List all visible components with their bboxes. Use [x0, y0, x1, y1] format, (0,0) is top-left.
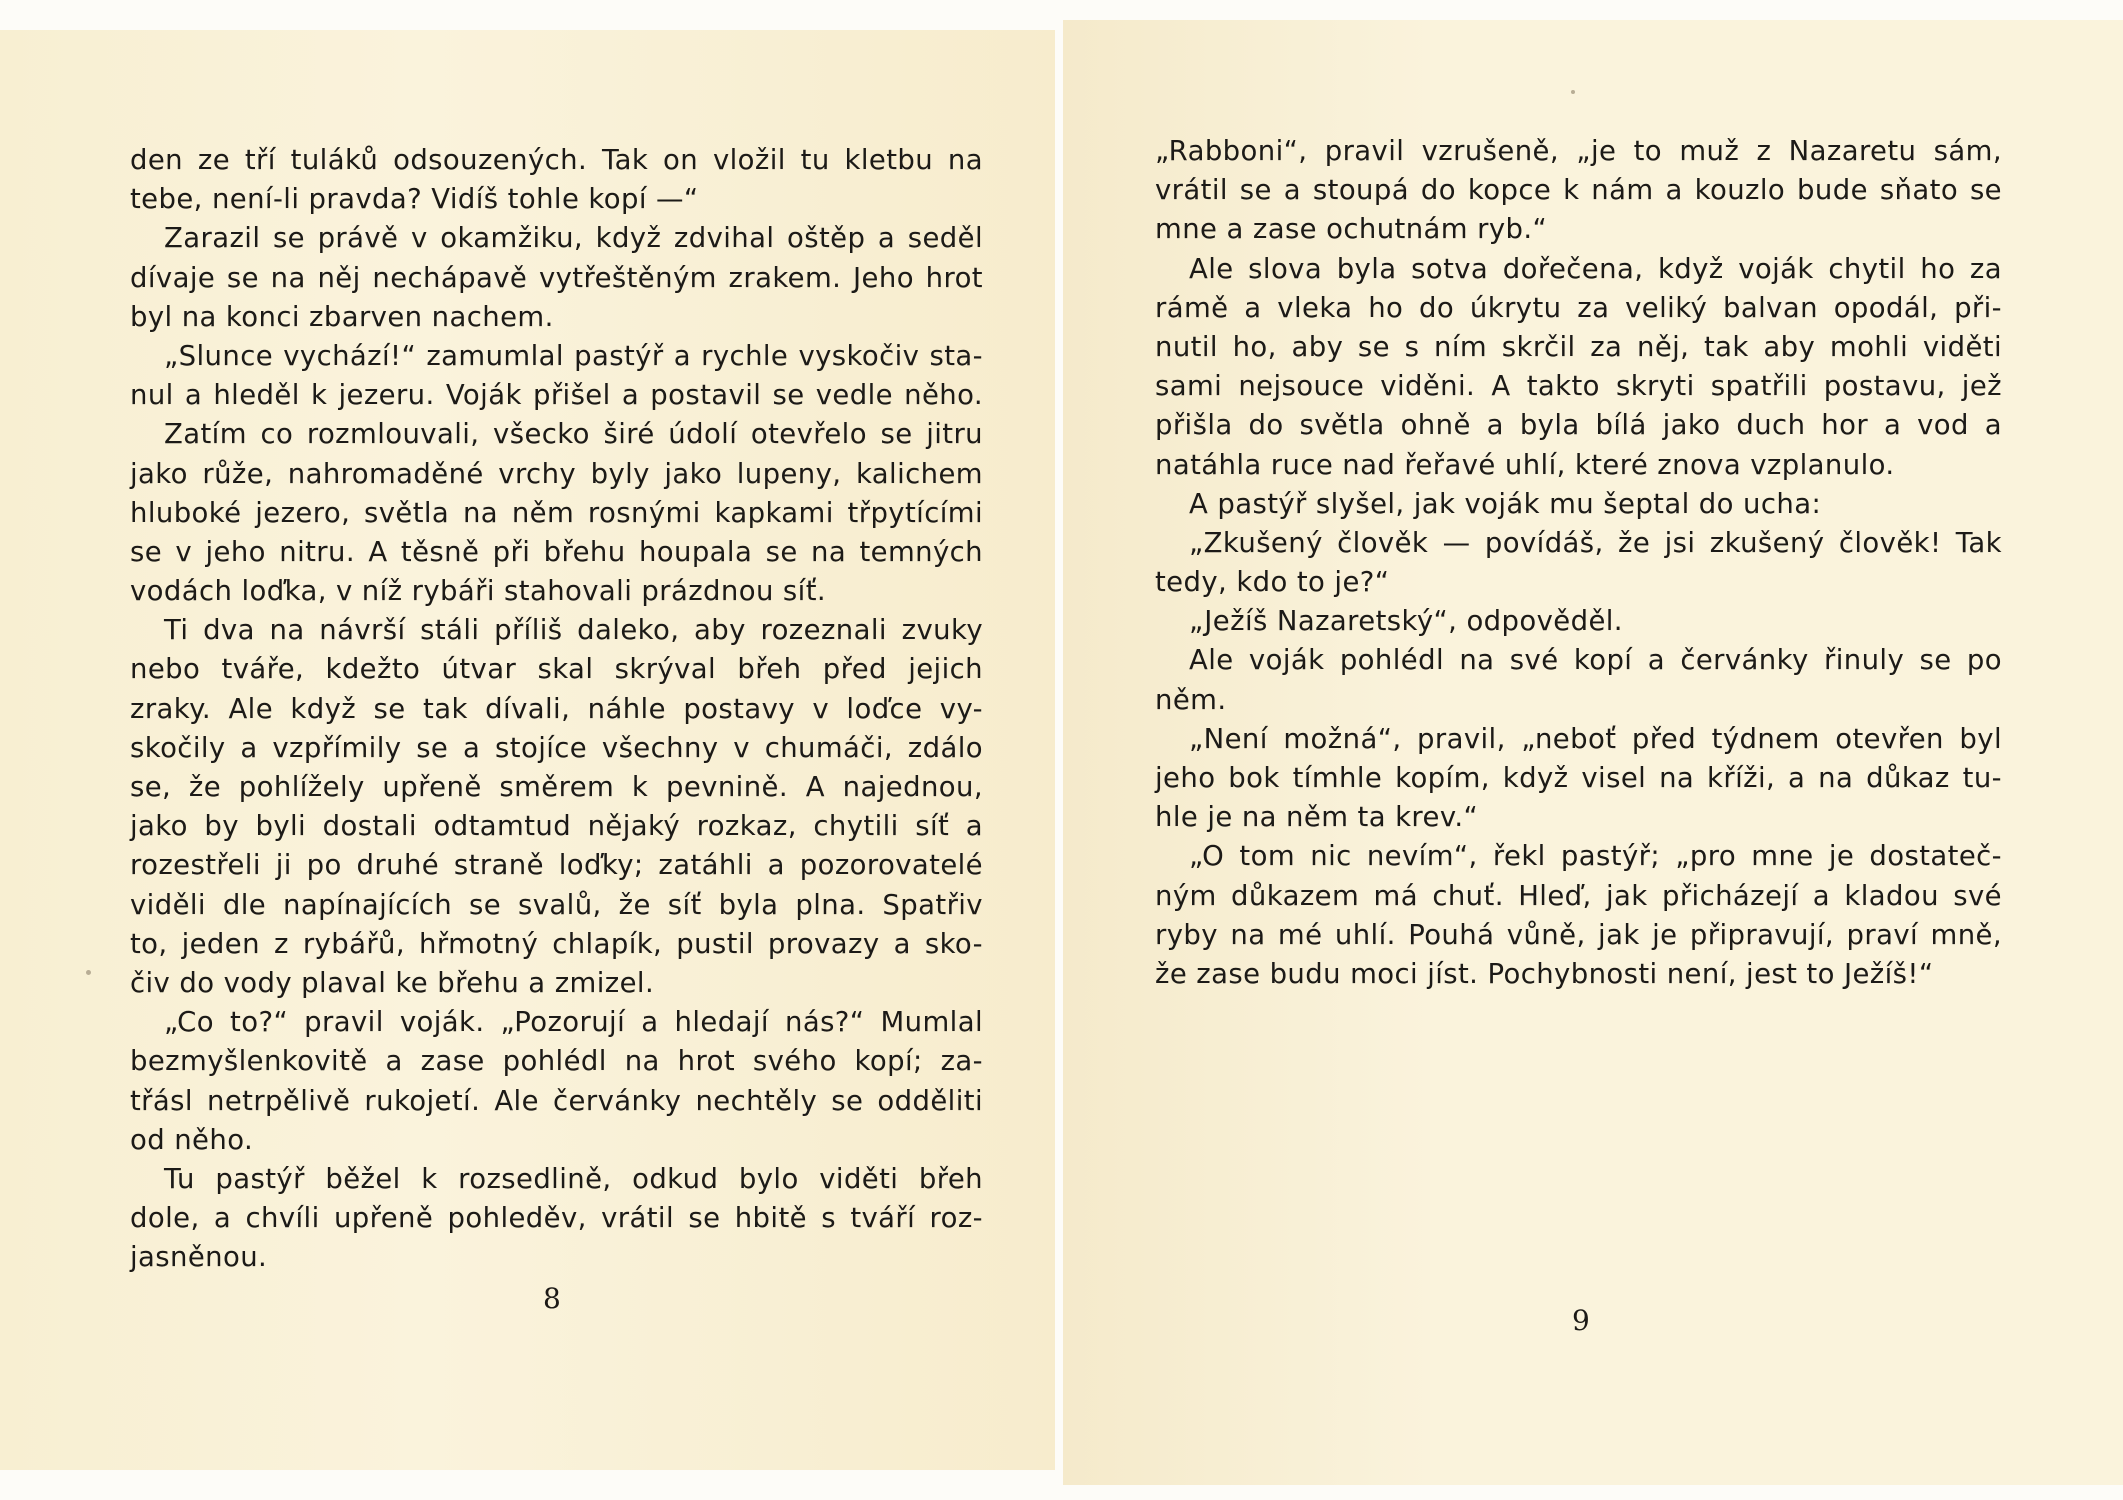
text-line: dívaje se na něj nechápavě vytřeštěným zrakem. Jeho hrot: [130, 261, 983, 294]
text-line: že zase budu moci jíst. Pochybnosti není, jest to Ježíš!“: [1155, 957, 1934, 990]
text-line: nutil ho, aby se s ním skrčil za něj, tak aby mohli viděti: [1155, 330, 2002, 363]
text-line: to, jeden z rybářů, hřmotný chlapík, pustil provazy a sko-: [130, 927, 983, 960]
text-line: ryby na mé uhlí. Pouhá vůně, jak je připravují, praví mně,: [1155, 918, 2002, 951]
text-line: „Rabboni“, pravil vzrušeně, „je to muž z Nazaretu sám,: [1155, 135, 2002, 167]
text-line: přišla do světla ohně a byla bílá jako duch hor a vod a: [1155, 409, 2002, 442]
text-line: čiv do vody plaval ke břehu a zmizel.: [130, 966, 655, 999]
text-line: viděli dle napínajících se svalů, že síť byla plna. Spatřiv: [130, 888, 983, 921]
text-line: bezmyšlenkovitě a zase pohlédl na hrot svého kopí; za-: [130, 1045, 983, 1078]
text-line: jako by byli dostali odtamtud nějaký rozkaz, chytili síť a: [130, 810, 983, 843]
text-line: mne a zase ochutnám ryb.“: [1155, 213, 1548, 246]
left-page-text: [130, 141, 983, 1277]
page-number: 9: [1572, 1304, 1590, 1337]
text-line: zraky. Ale když se tak dívali, náhle postavy v loďce vy-: [130, 692, 983, 725]
text-line: rozestřeli ji po druhé straně loďky; zatáhli a pozorovatelé: [130, 849, 983, 882]
text-line: nebo tváře, kdežto útvar skal skrýval břeh před jejich: [130, 653, 983, 686]
text-line: tedy, kdo to je?“: [1155, 566, 1390, 599]
paper-speck: [1571, 90, 1575, 94]
left-page: [0, 30, 1055, 1470]
text-line: vrátil se a stoupá do kopce k nám a kouzlo bude sňato se: [1155, 174, 2002, 207]
text-line: tebe, není-li pravda? Vidíš tohle kopí —“: [130, 183, 699, 216]
text-line: jeho bok tímhle kopím, když visel na kříži, a na důkaz tu-: [1155, 762, 2002, 794]
text-line: se v jeho nitru. A těsně při břehu houpala se na temných: [130, 535, 983, 568]
text-line: Ti dva na návrší stáli příliš daleko, aby rozeznali zvuky: [164, 614, 983, 647]
right-page: [1063, 20, 2123, 1485]
text-line: rámě a vleka ho do úkrytu za veliký balvan opodál, při-: [1155, 291, 2002, 324]
text-line: sami nejsouce viděni. A takto skryti spatřili postavu, jež: [1155, 370, 2002, 403]
text-line: dole, a chvíli upřeně pohleděv, vrátil se hbitě s tváří roz-: [130, 1202, 983, 1235]
text-line: Zarazil se právě v okamžiku, když zdvihal oštěp a seděl: [164, 222, 983, 255]
text-line: nul a hleděl k jezeru. Voják přišel a postavil se vedle něho.: [130, 379, 983, 412]
text-line: skočily a vzpřímily se a stojíce všechny v chumáči, zdálo: [130, 731, 983, 764]
text-line: třásl netrpělivě rukojetí. Ale červánky nechtěly se odděliti: [130, 1084, 983, 1117]
text-line: „Není možná“, pravil, „neboť před týdnem otevřen byl: [1189, 722, 2002, 755]
text-line: se, že pohlížely upřeně směrem k pevnině. A najednou,: [130, 771, 983, 803]
text-line: Tu pastýř běžel k rozsedlině, odkud bylo viděti břeh: [164, 1162, 983, 1195]
text-line: byl na konci zbarven nachem.: [130, 300, 554, 333]
text-line: hle je na něm ta krev.“: [1155, 801, 1479, 834]
text-line: Zatím co rozmlouvali, všecko širé údolí otevřelo se jitru: [164, 418, 983, 451]
text-line: den ze tří tuláků odsouzených. Tak on vložil tu kletbu na: [130, 144, 983, 176]
text-line: „Ježíš Nazaretský“, odpověděl.: [1189, 605, 1623, 638]
page-number: 8: [543, 1282, 561, 1315]
text-line: A pastýř slyšel, jak voják mu šeptal do ucha:: [1189, 487, 1822, 520]
text-line: „Zkušený člověk — povídáš, že jsi zkušený člověk! Tak: [1189, 526, 2002, 559]
text-line: „O tom nic nevím“, řekl pastýř; „pro mne je dostateč-: [1189, 840, 2002, 873]
text-line: „Slunce vychází!“ zamumlal pastýř a rychle vyskočiv sta-: [164, 339, 983, 372]
text-line: jako růže, nahromaděné vrchy byly jako lupeny, kalichem: [130, 457, 983, 490]
text-line: Ale voják pohlédl na své kopí a červánky řinuly se po: [1189, 644, 2002, 677]
page-gutter: [1055, 0, 1063, 1500]
text-line: něm.: [1155, 683, 1227, 716]
text-line: ným důkazem má chuť. Hleď, jak přicházejí a kladou své: [1155, 879, 2002, 912]
text-line: od něho.: [130, 1123, 254, 1156]
text-line: hluboké jezero, světla na něm rosnými kapkami třpytícími: [130, 496, 983, 529]
right-page-text: [1155, 132, 2002, 994]
text-line: „Co to?“ pravil voják. „Pozorují a hledají nás?“ Mumlal: [164, 1006, 983, 1039]
text-line: Ale slova byla sotva dořečena, když voják chytil ho za: [1189, 252, 2002, 285]
paper-speck: [86, 970, 91, 975]
text-line: natáhla ruce nad řeřavé uhlí, které znova vzplanulo.: [1155, 448, 1895, 481]
text-line: vodách loďka, v níž rybáři stahovali prázdnou síť.: [130, 575, 827, 608]
text-line: jasněnou.: [130, 1241, 268, 1274]
